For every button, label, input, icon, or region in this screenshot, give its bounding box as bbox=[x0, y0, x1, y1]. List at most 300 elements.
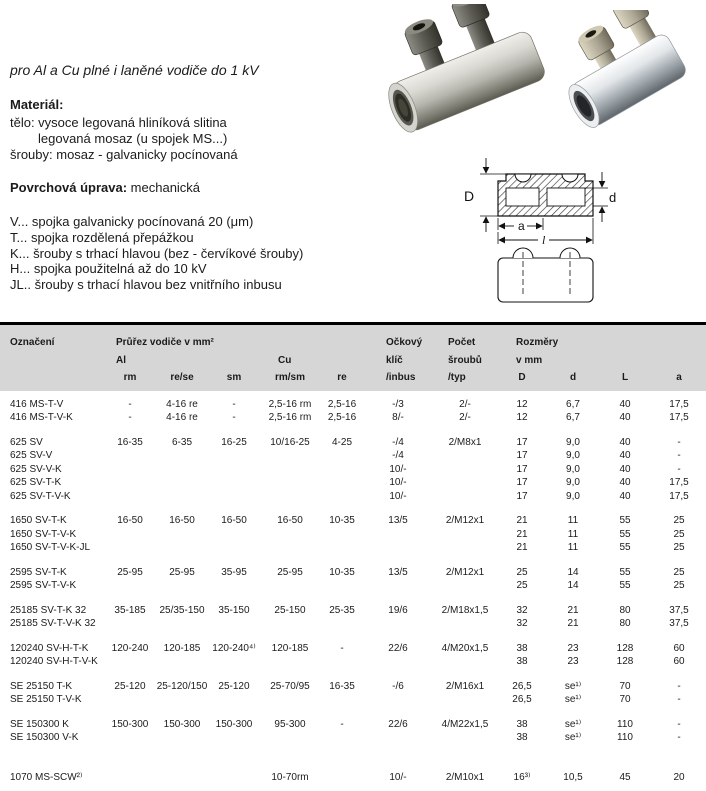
table-cell: 17 bbox=[516, 450, 528, 461]
header-dim-D: D bbox=[496, 369, 548, 391]
table-cell: 45 bbox=[619, 771, 631, 783]
table-row bbox=[0, 490, 706, 504]
table-cell: 6-35 bbox=[171, 436, 192, 448]
header-dim-d: d bbox=[548, 369, 598, 391]
table-cell: 2/- bbox=[459, 398, 471, 410]
intro-line: pro Al a Cu plné i laněné vodiče do 1 kV bbox=[10, 62, 259, 78]
table-cell: 32 bbox=[516, 618, 528, 629]
table-cell: 10/16-25 bbox=[270, 436, 310, 448]
table-cell bbox=[154, 655, 210, 669]
table-cell: 12 bbox=[516, 412, 528, 423]
product-photo-right bbox=[552, 10, 706, 148]
table-cell bbox=[154, 541, 210, 555]
table-cell: 11 bbox=[567, 515, 579, 526]
cell-designation: 120240 SV-H-T-V-K bbox=[10, 656, 98, 667]
table-row bbox=[0, 693, 706, 707]
table-cell: - bbox=[677, 436, 681, 448]
table-row bbox=[0, 771, 706, 785]
header-al: Al bbox=[106, 352, 258, 370]
table-cell: 14 bbox=[567, 566, 579, 578]
table-cell: 60 bbox=[673, 656, 685, 667]
table-cell: se¹⁾ bbox=[564, 680, 582, 692]
table-cell: se¹⁾ bbox=[564, 694, 582, 705]
table-row bbox=[0, 680, 706, 694]
table-cell: 110 bbox=[617, 718, 633, 730]
table-cell: 35-95 bbox=[221, 566, 247, 578]
dim-label-a: a bbox=[518, 219, 525, 233]
spec-table-section bbox=[0, 322, 706, 784]
material-line: legovaná mosaz (u spojek MS...) bbox=[38, 131, 228, 146]
table-cell: - bbox=[232, 412, 236, 423]
table-cell: 25-120/150 bbox=[156, 680, 208, 692]
header-oznaceni: Označení bbox=[0, 324, 106, 391]
table-cell: 16-50 bbox=[277, 515, 303, 526]
table-cell: 110 bbox=[617, 732, 633, 743]
header-sub-sm: sm bbox=[210, 369, 258, 391]
table-cell: 38 bbox=[516, 656, 528, 667]
table-cell: 2/M8x1 bbox=[448, 436, 482, 448]
table-cell: -/3 bbox=[392, 398, 404, 410]
table-cell bbox=[434, 490, 496, 504]
table-cell: 55 bbox=[619, 566, 631, 578]
table-cell bbox=[106, 528, 154, 542]
table-cell: 8/- bbox=[392, 412, 404, 423]
table-cell: 9,0 bbox=[566, 463, 580, 475]
table-cell bbox=[154, 476, 210, 490]
table-cell: - bbox=[340, 642, 344, 654]
table-row bbox=[0, 514, 706, 528]
table-cell bbox=[322, 579, 362, 593]
table-cell bbox=[154, 579, 210, 593]
table-cell: 25-120 bbox=[114, 680, 146, 692]
table-cell bbox=[258, 617, 322, 631]
table-cell: - bbox=[677, 694, 681, 705]
table-cell bbox=[210, 541, 258, 555]
table-cell: 9,0 bbox=[566, 450, 580, 461]
table-cell: 40 bbox=[619, 398, 631, 410]
table-cell: 55 bbox=[619, 542, 631, 553]
table-row bbox=[0, 411, 706, 425]
table-cell: 9,0 bbox=[566, 490, 580, 502]
table-cell: 2/M12x1 bbox=[445, 566, 485, 578]
dim-label-l: l bbox=[542, 233, 546, 247]
table-cell bbox=[322, 655, 362, 669]
table-cell: 25-95 bbox=[169, 566, 195, 578]
surface-treatment-line bbox=[10, 180, 200, 195]
table-cell: 25 bbox=[673, 528, 685, 540]
table-cell: 2/M16x1 bbox=[445, 680, 485, 692]
table-cell: 70 bbox=[619, 680, 631, 692]
table-cell bbox=[106, 463, 154, 477]
surface-value: mechanická bbox=[130, 180, 201, 195]
table-cell bbox=[210, 693, 258, 707]
table-cell bbox=[154, 528, 210, 542]
table-cell bbox=[434, 476, 496, 490]
table-cell: - bbox=[677, 463, 681, 475]
table-row bbox=[0, 476, 706, 490]
table-cell: 4/M22x1,5 bbox=[441, 718, 489, 730]
table-cell: 25-35 bbox=[329, 604, 355, 616]
table-cell: 2,5-16 bbox=[327, 412, 357, 423]
table-cell: 10/- bbox=[389, 477, 407, 488]
table-cell: -/4 bbox=[392, 436, 404, 448]
table-cell: 35-150 bbox=[218, 604, 250, 616]
cell-designation: SE 25150 T-V-K bbox=[10, 694, 82, 705]
table-cell bbox=[258, 528, 322, 542]
table-cell bbox=[210, 731, 258, 745]
table-cell: 25-95 bbox=[277, 566, 303, 578]
cell-designation: SE 150300 V-K bbox=[10, 732, 79, 743]
table-cell bbox=[258, 541, 322, 555]
table-cell: 80 bbox=[619, 604, 631, 616]
table-cell bbox=[322, 617, 362, 631]
cell-designation: 625 SV-T-K bbox=[10, 477, 62, 488]
table-cell: 22/6 bbox=[388, 718, 408, 730]
table-cell: 17 bbox=[516, 436, 528, 448]
table-cell: 11 bbox=[567, 542, 579, 553]
group-spacer bbox=[0, 745, 706, 771]
cell-designation: 625 SV-T-V-K bbox=[10, 490, 71, 502]
table-cell: 120-185 bbox=[271, 642, 309, 654]
cell-designation: SE 25150 T-K bbox=[10, 680, 73, 692]
table-cell: - bbox=[677, 680, 681, 692]
table-cell: 10,5 bbox=[563, 771, 583, 783]
table-cell: - bbox=[128, 398, 132, 410]
table-cell: 9,0 bbox=[566, 477, 580, 488]
table-cell: 150-300 bbox=[111, 718, 149, 730]
cell-designation: 416 MS-T-V-K bbox=[10, 412, 73, 423]
legend-list bbox=[10, 214, 303, 293]
table-cell: 17,5 bbox=[669, 398, 689, 410]
table-cell: 25 bbox=[673, 580, 685, 591]
table-row bbox=[0, 655, 706, 669]
table-cell: 37,5 bbox=[669, 604, 689, 616]
material-section bbox=[10, 97, 238, 163]
cell-designation: SE 150300 K bbox=[10, 718, 69, 730]
table-cell: 32 bbox=[516, 604, 528, 616]
table-cell: 120-185 bbox=[163, 642, 201, 654]
table-cell: 120-240 bbox=[111, 642, 149, 654]
material-line: šrouby: mosaz - galvanicky pocínovaná bbox=[10, 147, 238, 162]
table-cell: 17 bbox=[516, 463, 528, 475]
table-cell bbox=[210, 528, 258, 542]
table-cell: - bbox=[232, 398, 236, 410]
table-cell bbox=[322, 771, 362, 785]
table-cell bbox=[210, 490, 258, 504]
table-cell bbox=[322, 528, 362, 542]
table-cell: 10-35 bbox=[329, 515, 355, 526]
table-cell: 14 bbox=[567, 580, 579, 591]
table-cell: 19/6 bbox=[388, 604, 408, 616]
table-cell: 16-50 bbox=[117, 515, 143, 526]
table-cell bbox=[322, 463, 362, 477]
table-cell bbox=[106, 541, 154, 555]
table-row bbox=[0, 391, 706, 412]
table-cell bbox=[322, 693, 362, 707]
table-cell: 16³⁾ bbox=[513, 771, 531, 783]
table-cell: 23 bbox=[567, 656, 579, 667]
cell-designation: 625 SV-V bbox=[10, 450, 53, 461]
cell-designation: 1650 SV-T-V-K bbox=[10, 528, 77, 540]
table-cell: - bbox=[677, 450, 681, 461]
table-cell bbox=[106, 731, 154, 745]
table-cell: 16-35 bbox=[117, 436, 143, 448]
table-cell: 40 bbox=[619, 463, 631, 475]
table-cell: 40 bbox=[619, 490, 631, 502]
table-cell bbox=[322, 449, 362, 463]
table-cell: 95-300 bbox=[274, 718, 306, 730]
table-cell: 128 bbox=[616, 656, 634, 667]
table-cell: 9,0 bbox=[566, 436, 580, 448]
table-cell: 40 bbox=[619, 412, 631, 423]
table-cell bbox=[258, 579, 322, 593]
table-cell: 2/M10x1 bbox=[445, 771, 485, 783]
header-sub-rese: re/se bbox=[154, 369, 210, 391]
header-cu: Cu bbox=[258, 352, 362, 370]
table-cell: 2,5-16 rm bbox=[268, 398, 312, 410]
table-cell bbox=[210, 463, 258, 477]
table-cell bbox=[210, 579, 258, 593]
table-cell: - bbox=[677, 732, 681, 743]
table-cell: 4-25 bbox=[331, 436, 352, 448]
group-spacer bbox=[0, 669, 706, 680]
table-cell: 55 bbox=[619, 580, 631, 591]
table-cell bbox=[258, 731, 322, 745]
table-cell: 21 bbox=[567, 604, 579, 616]
table-cell: 40 bbox=[619, 477, 631, 488]
table-cell bbox=[106, 655, 154, 669]
header-dim-L: L bbox=[598, 369, 652, 391]
table-body bbox=[0, 391, 706, 785]
header-sub-rmsm: rm/sm bbox=[258, 369, 322, 391]
table-cell bbox=[322, 731, 362, 745]
table-row bbox=[0, 718, 706, 732]
table-cell bbox=[434, 528, 496, 542]
table-cell bbox=[434, 617, 496, 631]
table-cell: 150-300 bbox=[215, 718, 253, 730]
table-cell: 40 bbox=[619, 450, 631, 461]
table-cell: 25-150 bbox=[274, 604, 306, 616]
table-cell: 25-70/95 bbox=[270, 680, 310, 692]
table-cell bbox=[210, 449, 258, 463]
table-cell bbox=[258, 463, 322, 477]
table-cell bbox=[362, 617, 434, 631]
table-row bbox=[0, 579, 706, 593]
table-cell: 2/M18x1,5 bbox=[441, 604, 489, 616]
table-cell: 2/- bbox=[459, 412, 471, 423]
table-cell bbox=[362, 693, 434, 707]
table-cell: 21 bbox=[516, 542, 528, 553]
table-cell bbox=[362, 579, 434, 593]
table-cell: 25 bbox=[673, 566, 685, 578]
table-cell: 25 bbox=[516, 580, 528, 591]
table-cell bbox=[154, 693, 210, 707]
group-spacer bbox=[0, 503, 706, 514]
table-cell bbox=[322, 490, 362, 504]
table-cell: 38 bbox=[516, 718, 528, 730]
table-cell: 10/- bbox=[389, 771, 407, 783]
legend-item: JL.. šrouby s trhací hlavou bez vnitřního inbusu bbox=[10, 277, 282, 293]
group-spacer bbox=[0, 707, 706, 718]
dimension-diagram bbox=[458, 146, 706, 318]
table-cell bbox=[210, 476, 258, 490]
table-cell: 13/5 bbox=[388, 566, 408, 578]
table-cell bbox=[258, 476, 322, 490]
header-pocet-sroubu: Počet šroubů /typ bbox=[434, 324, 496, 391]
table-cell: 38 bbox=[516, 732, 528, 743]
surface-label: Povrchová úprava: bbox=[10, 180, 128, 195]
table-row bbox=[0, 449, 706, 463]
table-cell: 20 bbox=[673, 771, 685, 783]
table-cell: 37,5 bbox=[669, 618, 689, 629]
table-cell: 4-16 re bbox=[166, 412, 198, 423]
dim-label-D: D bbox=[464, 188, 475, 204]
table-cell bbox=[362, 731, 434, 745]
table-cell bbox=[322, 541, 362, 555]
table-cell bbox=[434, 693, 496, 707]
table-cell bbox=[106, 490, 154, 504]
table-cell: se¹⁾ bbox=[564, 732, 582, 743]
table-cell: 55 bbox=[619, 515, 631, 526]
table-cell bbox=[154, 449, 210, 463]
table-cell: 21 bbox=[516, 515, 528, 526]
table-cell bbox=[434, 655, 496, 669]
table-cell: 22/6 bbox=[388, 642, 408, 654]
table-cell bbox=[434, 541, 496, 555]
table-cell: 16-35 bbox=[329, 680, 355, 692]
legend-item: V... spojka galvanicky pocínovaná 20 (μm) bbox=[10, 214, 254, 229]
table-cell: 25-120 bbox=[218, 680, 250, 692]
table-cell bbox=[322, 476, 362, 490]
table-cell: 17,5 bbox=[669, 477, 689, 488]
table-cell bbox=[106, 771, 154, 785]
table-cell bbox=[258, 490, 322, 504]
cell-designation: 120240 SV-H-T-K bbox=[10, 642, 89, 654]
spec-table bbox=[0, 322, 706, 784]
cell-designation: 625 SV bbox=[10, 436, 43, 448]
table-cell bbox=[154, 731, 210, 745]
group-spacer bbox=[0, 425, 706, 436]
table-cell: 16-50 bbox=[221, 515, 247, 526]
header-ockovy-klic: Očkový klíč /inbus bbox=[362, 324, 434, 391]
table-cell bbox=[434, 449, 496, 463]
table-cell: 17 bbox=[516, 490, 528, 502]
table-cell: 13/5 bbox=[388, 515, 408, 526]
table-cell: 40 bbox=[619, 436, 631, 448]
table-cell bbox=[258, 449, 322, 463]
table-row bbox=[0, 731, 706, 745]
table-cell: 38 bbox=[516, 642, 528, 654]
group-spacer bbox=[0, 631, 706, 642]
table-cell: 80 bbox=[619, 618, 631, 629]
table-cell: 2,5-16 rm bbox=[268, 412, 312, 423]
cell-designation: 1650 SV-T-V-K-JL bbox=[10, 542, 91, 553]
cell-designation: 1650 SV-T-K bbox=[10, 515, 67, 526]
table-cell: 2,5-16 bbox=[327, 398, 357, 410]
table-cell bbox=[210, 771, 258, 785]
table-cell: 128 bbox=[616, 642, 634, 654]
table-cell: 17,5 bbox=[669, 490, 689, 502]
table-cell bbox=[106, 449, 154, 463]
table-cell: se¹⁾ bbox=[564, 718, 582, 730]
side-view bbox=[498, 258, 593, 302]
table-cell bbox=[210, 617, 258, 631]
table-cell: 16-25 bbox=[221, 436, 247, 448]
dim-label-d: d bbox=[609, 190, 617, 205]
table-cell: -/4 bbox=[392, 450, 404, 461]
table-cell: 150-300 bbox=[163, 718, 201, 730]
group-spacer bbox=[0, 593, 706, 604]
group-spacer bbox=[0, 555, 706, 566]
table-row bbox=[0, 541, 706, 555]
table-row bbox=[0, 436, 706, 450]
table-cell bbox=[258, 655, 322, 669]
table-cell: 26,5 bbox=[512, 694, 532, 705]
table-cell bbox=[154, 771, 210, 785]
table-cell: 17 bbox=[516, 477, 528, 488]
table-cell: 23 bbox=[567, 642, 579, 654]
table-header bbox=[0, 324, 706, 391]
table-cell bbox=[154, 463, 210, 477]
cell-designation: 625 SV-V-K bbox=[10, 463, 62, 475]
cell-designation: 25185 SV-T-V-K 32 bbox=[10, 618, 96, 629]
table-cell: 17,5 bbox=[669, 412, 689, 423]
header-sub-rm: rm bbox=[106, 369, 154, 391]
header-prurez: Průřez vodiče v mm² bbox=[106, 324, 362, 352]
table-cell: 25/35-150 bbox=[159, 604, 205, 616]
table-cell bbox=[362, 655, 434, 669]
table-row bbox=[0, 528, 706, 542]
table-cell bbox=[434, 579, 496, 593]
legend-item: K... šrouby s trhací hlavou (bez - červíkové šrouby) bbox=[10, 245, 304, 261]
cell-designation: 1070 MS-SCW²⁾ bbox=[10, 771, 83, 783]
table-cell: 10/- bbox=[389, 463, 407, 475]
table-cell bbox=[106, 693, 154, 707]
table-cell: 16-50 bbox=[169, 515, 195, 526]
table-cell bbox=[106, 476, 154, 490]
table-cell: 21 bbox=[516, 528, 528, 540]
header-dim-a: a bbox=[652, 369, 706, 391]
table-cell: 25 bbox=[673, 542, 685, 553]
table-cell: 12 bbox=[516, 398, 528, 410]
table-row bbox=[0, 566, 706, 580]
table-cell bbox=[106, 579, 154, 593]
table-row bbox=[0, 617, 706, 631]
table-cell: 25-95 bbox=[117, 566, 143, 578]
table-cell: 60 bbox=[673, 642, 685, 654]
table-cell: 120-240⁴⁾ bbox=[212, 642, 256, 654]
table-cell: 4/M20x1,5 bbox=[441, 642, 489, 654]
table-cell: 70 bbox=[619, 694, 631, 705]
table-cell bbox=[362, 528, 434, 542]
cell-designation: 2595 SV-T-V-K bbox=[10, 580, 77, 591]
table-cell: 2/M12x1 bbox=[445, 515, 485, 526]
table-cell bbox=[434, 731, 496, 745]
table-cell: 4-16 re bbox=[166, 398, 198, 410]
legend-item: T... spojka rozdělená přepážkou bbox=[10, 229, 194, 245]
product-photo-left bbox=[366, 4, 566, 146]
material-line: tělo: vysoce legovaná hliníková slitina bbox=[10, 115, 227, 130]
cell-designation: 2595 SV-T-K bbox=[10, 566, 67, 578]
cell-designation: 25185 SV-T-K 32 bbox=[10, 604, 87, 616]
table-cell bbox=[106, 617, 154, 631]
table-cell: 21 bbox=[567, 618, 579, 629]
table-cell: 11 bbox=[567, 528, 579, 540]
table-cell: 10-35 bbox=[329, 566, 355, 578]
table-row bbox=[0, 463, 706, 477]
table-cell: - bbox=[677, 718, 681, 730]
header-rozmery: Rozměry v mm bbox=[496, 324, 706, 370]
